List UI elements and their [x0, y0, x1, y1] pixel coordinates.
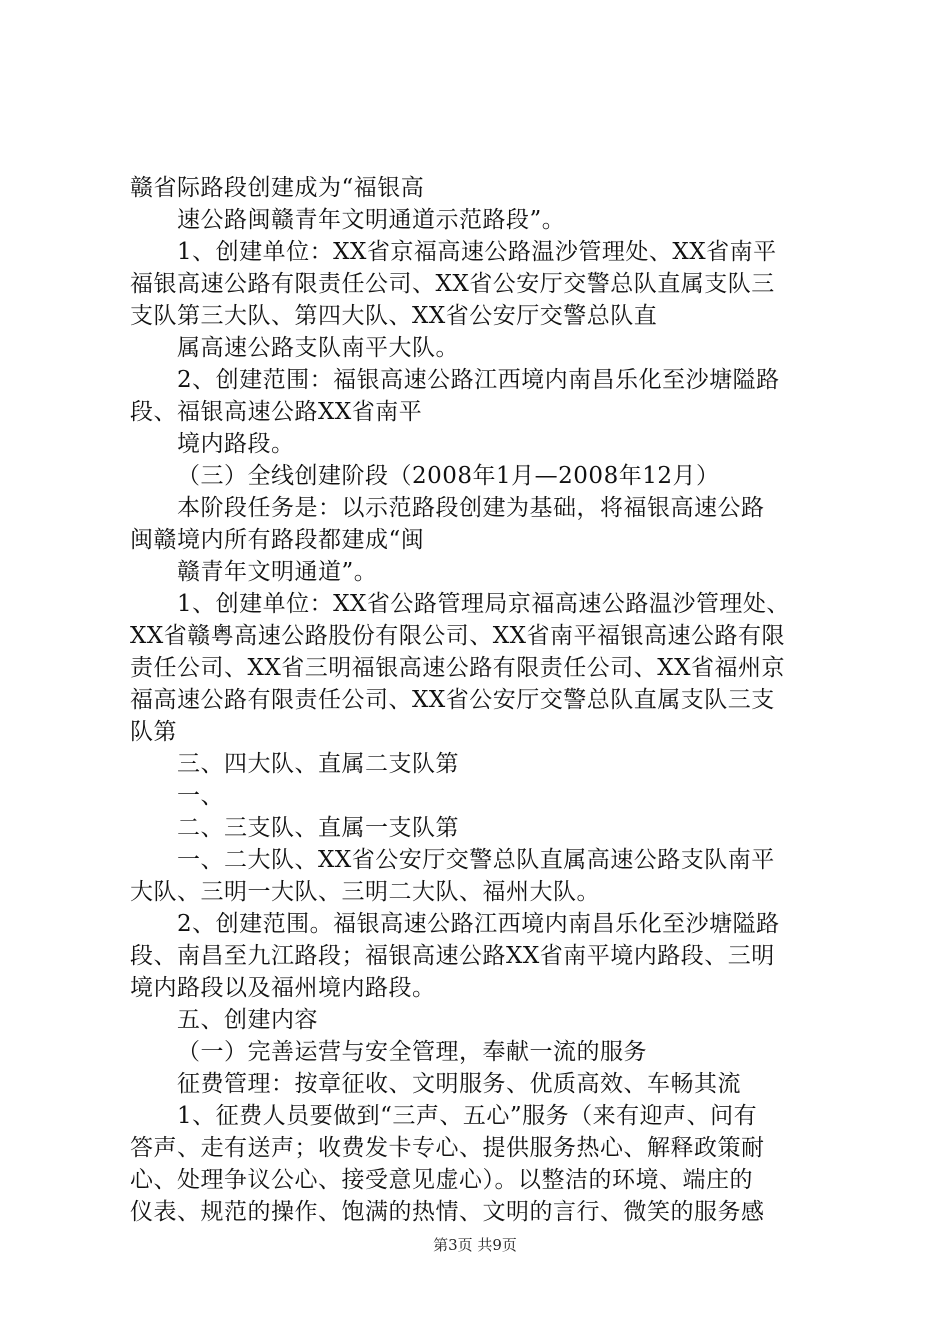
text-line: 一、 — [177, 783, 224, 809]
text-line: 大队、三明一大队、三明二大队、福州大队。 — [130, 879, 600, 905]
text-line: 属高速公路支队南平大队。 — [177, 335, 459, 361]
text-line: 二、三支队、直属一支队第 — [177, 815, 459, 841]
text-line: 征费管理：按章征收、文明服务、优质高效、车畅其流 — [177, 1071, 741, 1097]
text-line: 段、南昌至九江路段；福银高速公路XX省南平境内路段、三明 — [130, 943, 775, 969]
text-line: 本阶段任务是：以示范路段创建为基础，将福银高速公路 — [177, 495, 765, 521]
text-line: 三、四大队、直属二支队第 — [177, 751, 459, 777]
text-line: 2、创建范围：福银高速公路江西境内南昌乐化至沙塘隘路 — [177, 367, 780, 393]
text-line: 一、二大队、XX省公安厅交警总队直属高速公路支队南平 — [177, 847, 775, 873]
text-line: 2、创建范围。福银高速公路江西境内南昌乐化至沙塘隘路 — [177, 911, 780, 937]
text-line: 1、征费人员要做到“三声、五心”服务（来有迎声、问有 — [177, 1103, 758, 1129]
text-line: 仪表、规范的操作、饱满的热情、文明的言行、微笑的服务感 — [130, 1199, 765, 1225]
text-line: 赣省际路段创建成为“福银高 — [130, 175, 425, 201]
text-line: 段、福银高速公路XX省南平 — [130, 399, 423, 425]
text-line: 赣青年文明通道”。 — [177, 559, 378, 585]
text-line: 五、创建内容 — [177, 1007, 318, 1033]
text-line: 队第 — [130, 719, 177, 745]
text-line: （三）全线创建阶段（2008年1月—2008年12月） — [177, 463, 720, 489]
text-line: 答声、走有送声；收费发卡专心、提供服务热心、解释政策耐 — [130, 1135, 765, 1161]
text-line: 闽赣境内所有路段都建成“闽 — [130, 527, 425, 553]
text-line: 福银高速公路有限责任公司、XX省公安厅交警总队直属支队三 — [130, 271, 775, 297]
text-line: 责任公司、XX省三明福银高速公路有限责任公司、XX省福州京 — [130, 655, 785, 681]
text-line: 境内路段以及福州境内路段。 — [130, 975, 436, 1001]
text-line: 支队第三大队、第四大队、XX省公安厅交警总队直 — [130, 303, 658, 329]
text-line: 速公路闽赣青年文明通道示范路段”。 — [177, 207, 566, 233]
text-line: 福高速公路有限责任公司、XX省公安厅交警总队直属支队三支 — [130, 687, 775, 713]
page-number: 第3页 共9页 — [433, 1236, 517, 1254]
text-line: 境内路段。 — [177, 431, 295, 457]
text-line: 1、创建单位：XX省公路管理局京福高速公路温沙管理处、 — [177, 591, 790, 617]
text-line: 1、创建单位：XX省京福高速公路温沙管理处、XX省南平 — [177, 239, 777, 265]
text-line: （一）完善运营与安全管理，奉献一流的服务 — [177, 1039, 647, 1065]
text-line: XX省赣粤高速公路股份有限公司、XX省南平福银高速公路有限 — [130, 623, 785, 649]
text-line: 心、处理争议公心、接受意见虚心）。以整洁的环境、端庄的 — [130, 1167, 753, 1193]
